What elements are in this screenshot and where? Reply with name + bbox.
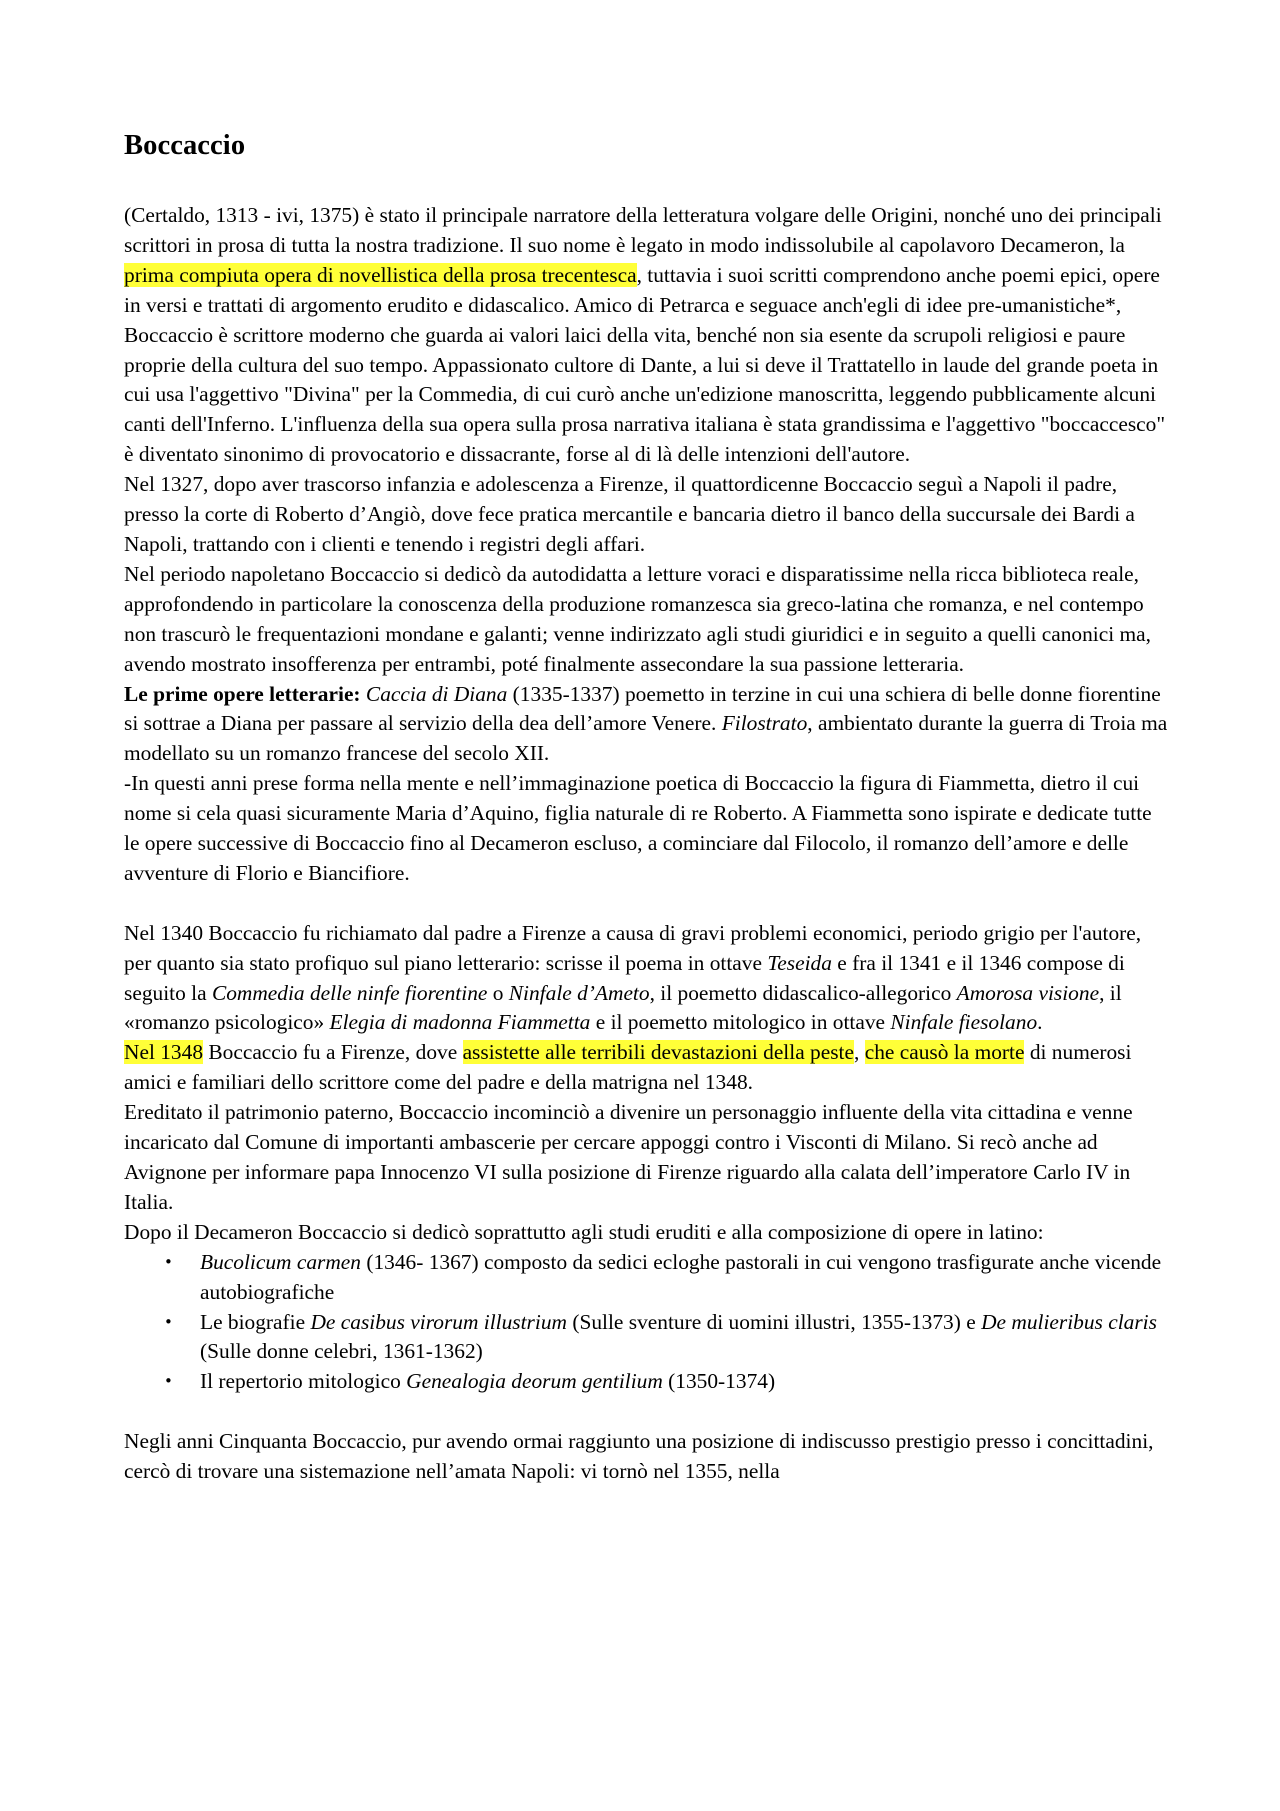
latin-works-list: [124, 1248, 1170, 1398]
paragraph-ereditato: Ereditato il patrimonio paterno, Boccaccio incominciò a divenire un personaggio influente della vita cittadina e venne incaricato dal Comune di importanti ambascerie per cercare appoggi contro i Visconti di Milano. Si recò anche ad Avignone per informare papa Innocenzo VI sulla posizione di Firenze riguardo alla calata dell’imperatore Carlo IV in Italia.: [124, 1100, 1133, 1214]
highlight: prima compiuta opera di novellistica della prosa trecentesca: [124, 262, 637, 287]
intro-paragraph: (Certaldo, 1313 - ivi, 1375) è stato il principale narratore della letteratura volgare delle Origini, nonché uno dei principali scrittori in prosa di tutta la nostra tradizione. Il suo nome è legato in modo indissolubile al capolavoro Decameron, la prima compiuta opera di novellistica della prosa trecentesca, tuttavia i suoi scritti comprendono anche poemi epici, opere in versi e trattati di argomento erudito e didascalico. Amico di Petrarca e seguace anch'egli di idee pre-umanistiche*, Boccaccio è scrittore moderno che guarda ai valori laici della vita, benché non sia esente da scrupoli religiosi e paure proprie della cultura del suo tempo. Appassionato cultore di Dante, a lui si deve il Trattatello in laude del grande poeta in cui usa l'aggettivo "Divina" per la Commedia, di cui curò anche un'edizione manoscritta, leggendo pubblicamente alcuni canti dell'Inferno. L'influenza della sua opera sulla prosa narrativa italiana è stata grandissima e l'aggettivo "boccaccesco" è diventato sinonimo di provocatorio e dissacrante, forse al di là delle intenzioni dell'autore.: [124, 203, 1166, 467]
highlight: Nel 1348: [124, 1040, 204, 1065]
highlight: assistette alle terribili devastazioni della peste: [462, 1040, 854, 1065]
paragraph-1327: Nel 1327, dopo aver trascorso infanzia e adolescenza a Firenze, il quattordicenne Boccaccio seguì a Napoli il padre, presso la corte di Roberto d’Angiò, dove fece pratica mercantile e bancaria dietro il banco della succursale dei Bardi a Napoli, trattando con i clienti e tenendo i registri degli affari.: [124, 472, 1135, 556]
highlight: che causò la morte: [864, 1040, 1025, 1065]
list-item: • Il repertorio mitologico Genealogia deorum gentilium (1350-1374): [124, 1367, 1170, 1397]
paragraph-prime-opere: Le prime opere letterarie: Caccia di Diana (1335-1337) poemetto in terzine in cui una schiera di belle donne fiorentine si sottrae a Diana per passare al servizio della dea dell’amore Venere. Filostrato, ambientato durante la guerra di Troia ma modellato su un romanzo francese del secolo XII.: [124, 681, 1168, 766]
bullet-icon: •: [164, 1372, 173, 1391]
blank-line: [124, 1397, 1170, 1427]
paragraph-napoletano: Nel periodo napoletano Boccaccio si dedicò da autodidatta a letture voraci e disparatissime nella ricca biblioteca reale, approfondendo in particolare la conoscenza della produzione romanzesca sia greco-latina che romanza, e nel contempo non trascurò le frequentazioni mondane e galanti; venne indirizzato agli studi giuridici e in seguito a quelli canonici ma, avendo mostrato insofferenza per entrambi, poté finalmente assecondare la sua passione letteraria.: [124, 561, 1152, 676]
page-title: Boccaccio: [124, 130, 246, 161]
paragraph-1340: Nel 1340 Boccaccio fu richiamato dal padre a Firenze a causa di gravi problemi economici, periodo grigio per l'autore, per quanto sia stato profiquo sul piano letterario: scrisse il poema in ottave Teseida e fra il 1341 e il 1346 compose di seguito la Commedia delle ninfe fiorentine o Ninfale d’Ameto, il poemetto didascalico-allegorico Amorosa visione, il «romanzo psicologico» Elegia di madonna Fiammetta e il poemetto mitologico in ottave Ninfale fiesolano.: [124, 920, 1142, 1035]
bullet-icon: •: [164, 1312, 173, 1331]
paragraph-fiammetta: -In questi anni prese forma nella mente e nell’immaginazione poetica di Boccaccio la figura di Fiammetta, dietro il cui nome si cela quasi sicuramente Maria d’Aquino, figlia naturale di re Roberto. A Fiammetta sono ispirate e dedicate tutte le opere successive di Boccaccio fino al Decameron escluso, a cominciare dal Filocolo, il romanzo dell’amore e delle avventure di Florio e Biancifiore.: [124, 771, 1152, 885]
paragraph-dopo-decameron: Dopo il Decameron Boccaccio si dedicò soprattutto agli studi eruditi e alla composizione di opere in latino:: [124, 1219, 1044, 1244]
section-label: Le prime opere letterarie:: [124, 681, 361, 706]
bullet-icon: •: [164, 1252, 173, 1271]
paragraph-1348: Nel 1348 Boccaccio fu a Firenze, dove assistette alle terribili devastazioni della peste, che causò la morte di numerosi amici e familiari dello scrittore come del padre e della matrigna nel 1348.: [124, 1040, 1132, 1095]
list-item: • Bucolicum carmen (1346- 1367) composto da sedici ecloghe pastorali in cui vengono trasfigurate anche vicende autobiografiche: [164, 1249, 1162, 1304]
blank-line: [124, 889, 1170, 919]
list-item: • Le biografie De casibus virorum illustrium (Sulle sventure di uomini illustri, 1355-1373) e De mulieribus claris (Sulle donne celebri, 1361-1362): [164, 1309, 1157, 1364]
paragraph-anni-cinquanta: Negli anni Cinquanta Boccaccio, pur avendo ormai raggiunto una posizione di indiscusso prestigio presso i concittadini, cercò di trovare una sistemazione nell’amata Napoli: vi tornò nel 1355, nella: [124, 1429, 1154, 1484]
